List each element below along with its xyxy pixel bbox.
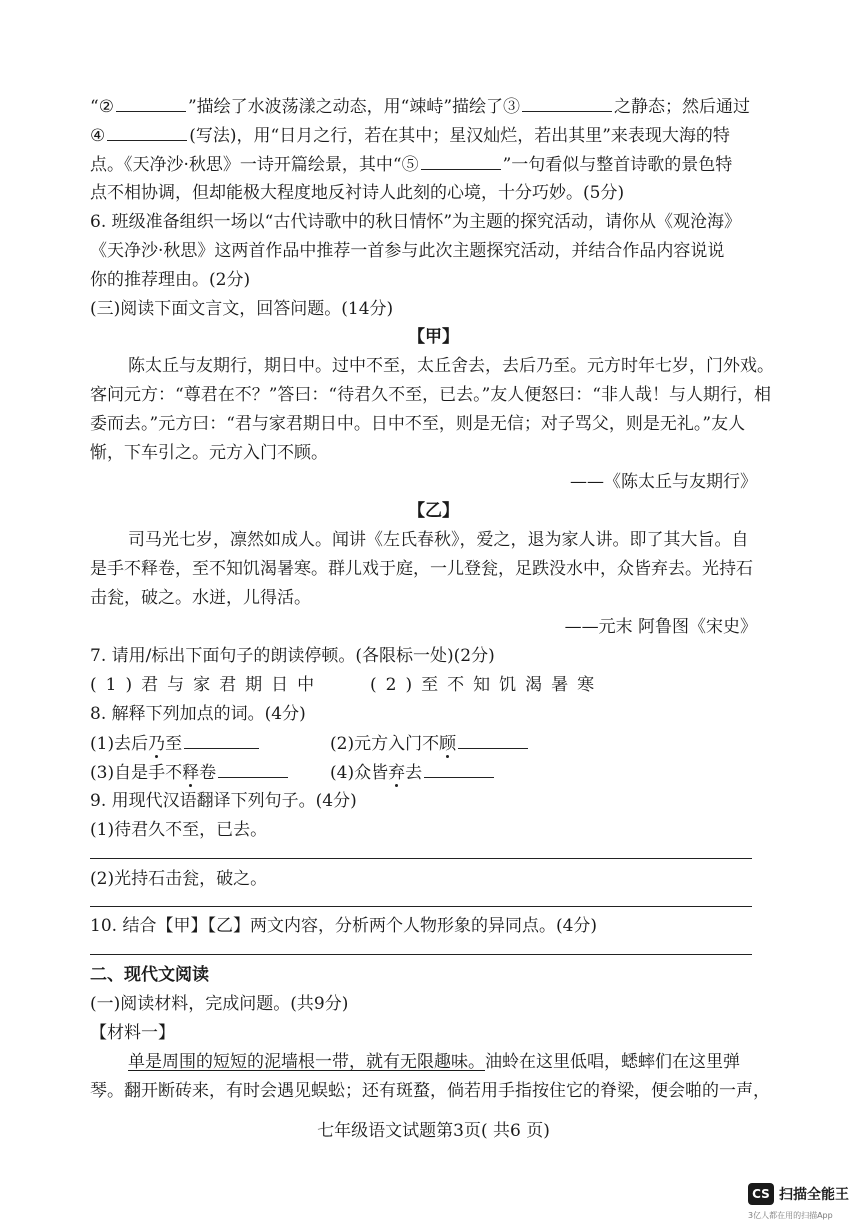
answer-blank[interactable]	[184, 732, 259, 749]
answer-blank[interactable]	[522, 95, 612, 112]
watermark-subtitle: 3亿人都在用的扫描App	[748, 1211, 833, 1220]
material-label: 【材料一】	[90, 1023, 175, 1043]
part2-heading: 二、现代文阅读	[90, 965, 209, 985]
passage-yi-line: 是手不释卷，至不知饥渴暑寒。群儿戏于庭，一儿登瓮，足跌没水中，众皆弃去。光持石	[90, 559, 753, 579]
answer-line[interactable]	[90, 906, 752, 907]
text-line: 点。《天净沙·秋思》一诗开篇绘景，其中“⑤ ”一句看似与整首诗歌的景色特	[90, 155, 733, 175]
question-8-item-3: (3)自是手不释卷	[90, 761, 290, 784]
answer-blank[interactable]	[421, 153, 501, 170]
material-line: 单是周围的短短的泥墙根一带，就有无限趣味。油蛉在这里低唱，蟋蟀们在这里弹	[128, 1052, 740, 1072]
question-9-item-1: (1)待君久不至，已去。	[90, 820, 268, 840]
question-7-item-1[interactable]: (1)君与家君期日中	[90, 675, 324, 695]
answer-blank[interactable]	[116, 95, 186, 112]
answer-line[interactable]	[90, 858, 752, 859]
question-7-item-2[interactable]: (2)至不知饥渴暑寒	[370, 675, 604, 695]
question-6-cont: 《天净沙·秋思》这两首作品中推荐一首参与此次主题探究活动，并结合作品内容说说	[90, 241, 725, 261]
passage-jia-line: 陈太丘与友期行，期日中。过中不至，太丘舍去，去后乃至。元方时年七岁，门外戏。	[128, 356, 774, 376]
passage-yi-line: 司马光七岁，凛然如成人。闻讲《左氏春秋》，爱之，退为家人讲。即了其大旨。自	[128, 530, 749, 550]
answer-line[interactable]	[90, 954, 752, 955]
camscanner-logo-icon: CS	[748, 1183, 774, 1205]
question-6: 6. 班级准备组织一场以“古代诗歌中的秋日情怀”为主题的探究活动，请你从《观沧海》	[90, 212, 742, 232]
answer-blank[interactable]	[458, 732, 528, 749]
passage-jia-title: 【甲】	[408, 327, 459, 347]
passage-jia-line: 客问元方：“尊君在不？”答曰：“待君久不至，已去。”友人便怒曰：“非人哉！与人期行，相	[90, 385, 771, 405]
text-line: “② ”描绘了水波荡漾之动态，用“竦峙”描绘了③ 之静态；然后通过	[90, 97, 751, 117]
watermark-title: 扫描全能王	[779, 1187, 849, 1203]
question-8-item-4: (4)众皆弃去	[330, 761, 496, 784]
passage-jia-source: ——《陈太丘与友期行》	[570, 472, 757, 492]
question-6-cont: 你的推荐理由。(2分)	[90, 270, 251, 290]
section-heading: (三)阅读下面文言文，回答问题。(14分)	[90, 299, 394, 319]
question-9: 9. 用现代汉语翻译下列句子。(4分)	[90, 791, 357, 811]
page-footer: 七年级语文试题第3页( 共6 页)	[317, 1121, 550, 1141]
question-8: 8. 解释下列加点的词。(4分)	[90, 704, 306, 724]
passage-yi-source: ——元末 阿鲁图《宋史》	[564, 617, 757, 637]
part2-subheading: (一)阅读材料，完成问题。(共9分)	[90, 994, 349, 1014]
answer-blank[interactable]	[218, 761, 288, 778]
question-8-item-2: (2)元方入门不顾	[330, 732, 530, 755]
question-10: 10. 结合【甲】【乙】两文内容，分析两个人物形象的异同点。(4分)	[90, 916, 598, 936]
passage-yi-title: 【乙】	[408, 501, 459, 521]
text-line: 点不相协调，但却能极大程度地反衬诗人此刻的心境，十分巧妙。(5分)	[90, 183, 625, 203]
question-9-item-2: (2)光持石击瓮，破之。	[90, 869, 268, 889]
passage-jia-line: 委而去。”元方曰：“君与家君期日中。日中不至，则是无信；对子骂父，则是无礼。”友人	[90, 414, 746, 434]
text-line: ④ (写法)，用“日月之行，若在其中；星汉灿烂，若出其里”来表现大海的特	[90, 126, 730, 146]
question-7: 7. 请用/标出下面句子的朗读停顿。(各限标一处)(2分)	[90, 646, 495, 666]
passage-yi-line: 击瓮，破之。水迸，儿得活。	[90, 588, 311, 608]
question-8-item-1: (1)去后乃至	[90, 732, 261, 755]
passage-jia-line: 惭，下车引之。元方入门不顾。	[90, 443, 328, 463]
material-line: 琴。翻开断砖来，有时会遇见蜈蚣；还有斑蝥，倘若用手指按住它的脊梁，便会啪的一声，	[90, 1081, 770, 1101]
scanner-watermark	[748, 1183, 849, 1205]
answer-blank[interactable]	[107, 124, 187, 141]
answer-blank[interactable]	[424, 761, 494, 778]
